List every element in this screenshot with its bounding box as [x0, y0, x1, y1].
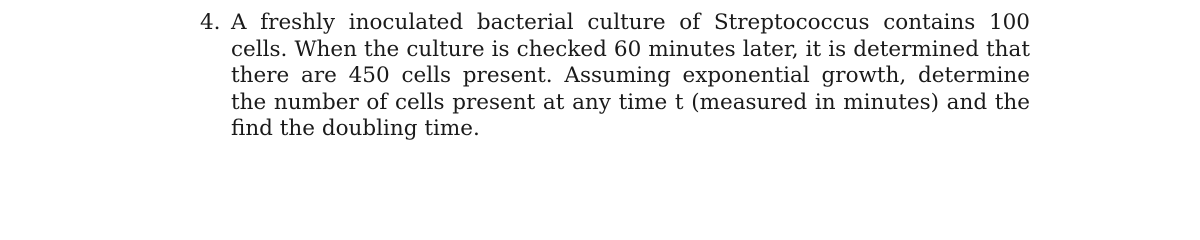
problem-number: 4.: [200, 10, 221, 35]
problem-row: [200, 10, 1030, 143]
problem-statement: A freshly inoculated bacterial culture of Streptococcus contains 100 cells. When the culture is checked 60 minutes later, it is determined that there are 450 cells present. Assuming exponential growth, determine the number of cells present at any time t (measured in minutes) and the find the doubling time.: [231, 10, 1030, 141]
problem-block: [200, 10, 1030, 143]
